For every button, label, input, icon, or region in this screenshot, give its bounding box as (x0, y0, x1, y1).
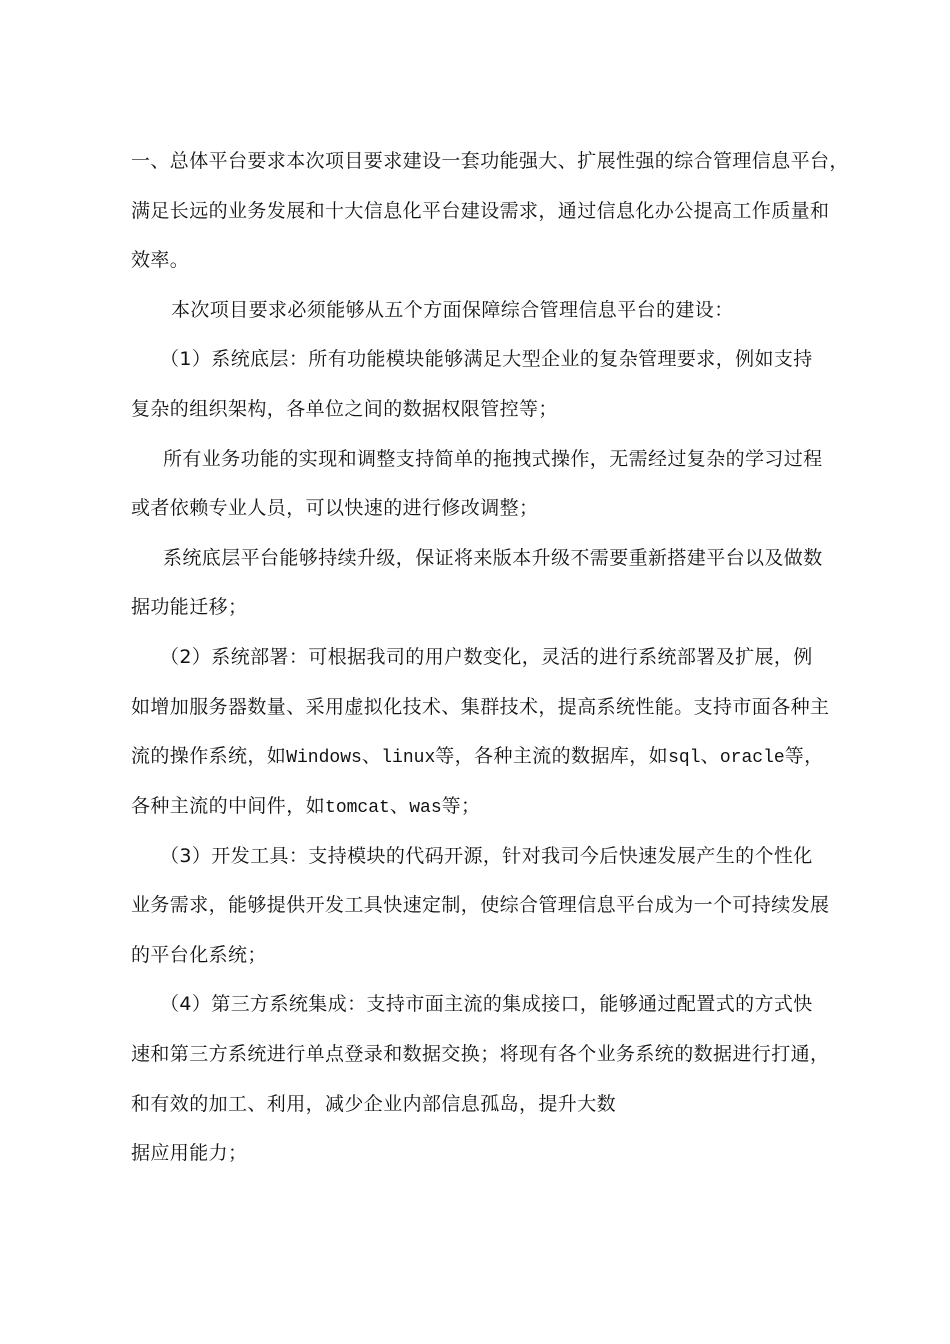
paragraph-line-mixed (131, 743, 824, 771)
paragraph-line: （3）开发工具：支持模块的代码开源，针对我司今后快速发展产生的个性化 (160, 845, 813, 867)
paragraph-line: 业务需求，能够提供开发工具快速定制，使综合管理信息平台成为一个可持续发展 (131, 894, 830, 916)
paragraph-line: 据功能迁移； (131, 596, 248, 618)
paragraph-line: 系统底层平台能够持续升级，保证将来版本升级不需要重新搭建平台以及做数 (163, 547, 823, 569)
paragraph-line: 复杂的组织架构，各单位之间的数据权限管控等； (131, 398, 558, 420)
text-run: 、 (389, 795, 410, 817)
paragraph-line: 本次项目要求必须能够从五个方面保障综合管理信息平台的建设： (171, 299, 734, 321)
paragraph-line: 据应用能力； (131, 1142, 248, 1164)
paragraph-line: 一、总体平台要求本次项目要求建设一套功能强大、扩展性强的综合管理信息平台， (131, 150, 849, 172)
text-run: 等， (784, 745, 824, 767)
db-name-oracle: oracle (719, 748, 785, 768)
text-run: 各种主流的中间件，如 (131, 795, 326, 817)
paragraph-line-mixed (131, 793, 480, 821)
text-run: 等，各种主流的数据库，如 (435, 745, 669, 767)
paragraph-line: （4）第三方系统集成：支持市面主流的集成接口，能够通过配置式的方式快 (160, 993, 813, 1015)
paragraph-line: 速和第三方系统进行单点登录和数据交换；将现有各个业务系统的数据进行打通， (131, 1043, 830, 1065)
paragraph-line: 效率。 (131, 249, 190, 271)
paragraph-line: 和有效的加工、利用，减少企业内部信息孤岛，提升大数 (131, 1093, 617, 1115)
paragraph-line: 如增加服务器数量、采用虚拟化技术、集群技术，提高系统性能。支持市面各种主 (131, 696, 830, 718)
paragraph-line: （1）系统底层：所有功能模块能够满足大型企业的复杂管理要求，例如支持 (160, 348, 813, 370)
text-run: 、 (361, 745, 382, 767)
paragraph-line: （2）系统部署：可根据我司的用户数变化，灵活的进行系统部署及扩展，例 (160, 646, 813, 668)
os-name-linux: linux (381, 748, 436, 768)
paragraph-line: 所有业务功能的实现和调整支持简单的拖拽式操作，无需经过复杂的学习过程 (163, 448, 823, 470)
os-name-windows: Windows (286, 748, 362, 768)
text-run: 等； (441, 795, 481, 817)
paragraph-line: 或者依赖专业人员，可以快速的进行修改调整； (131, 497, 539, 519)
paragraph-line: 满足长远的业务发展和十大信息化平台建设需求，通过信息化办公提高工作质量和 (131, 200, 830, 222)
paragraph-line: 的平台化系统； (131, 944, 267, 966)
db-name-sql: sql (668, 748, 701, 768)
text-run: 流的操作系统，如 (131, 745, 287, 767)
middleware-name-tomcat: tomcat (325, 798, 390, 818)
text-run: 、 (700, 745, 720, 767)
middleware-name-was: was (409, 798, 442, 818)
